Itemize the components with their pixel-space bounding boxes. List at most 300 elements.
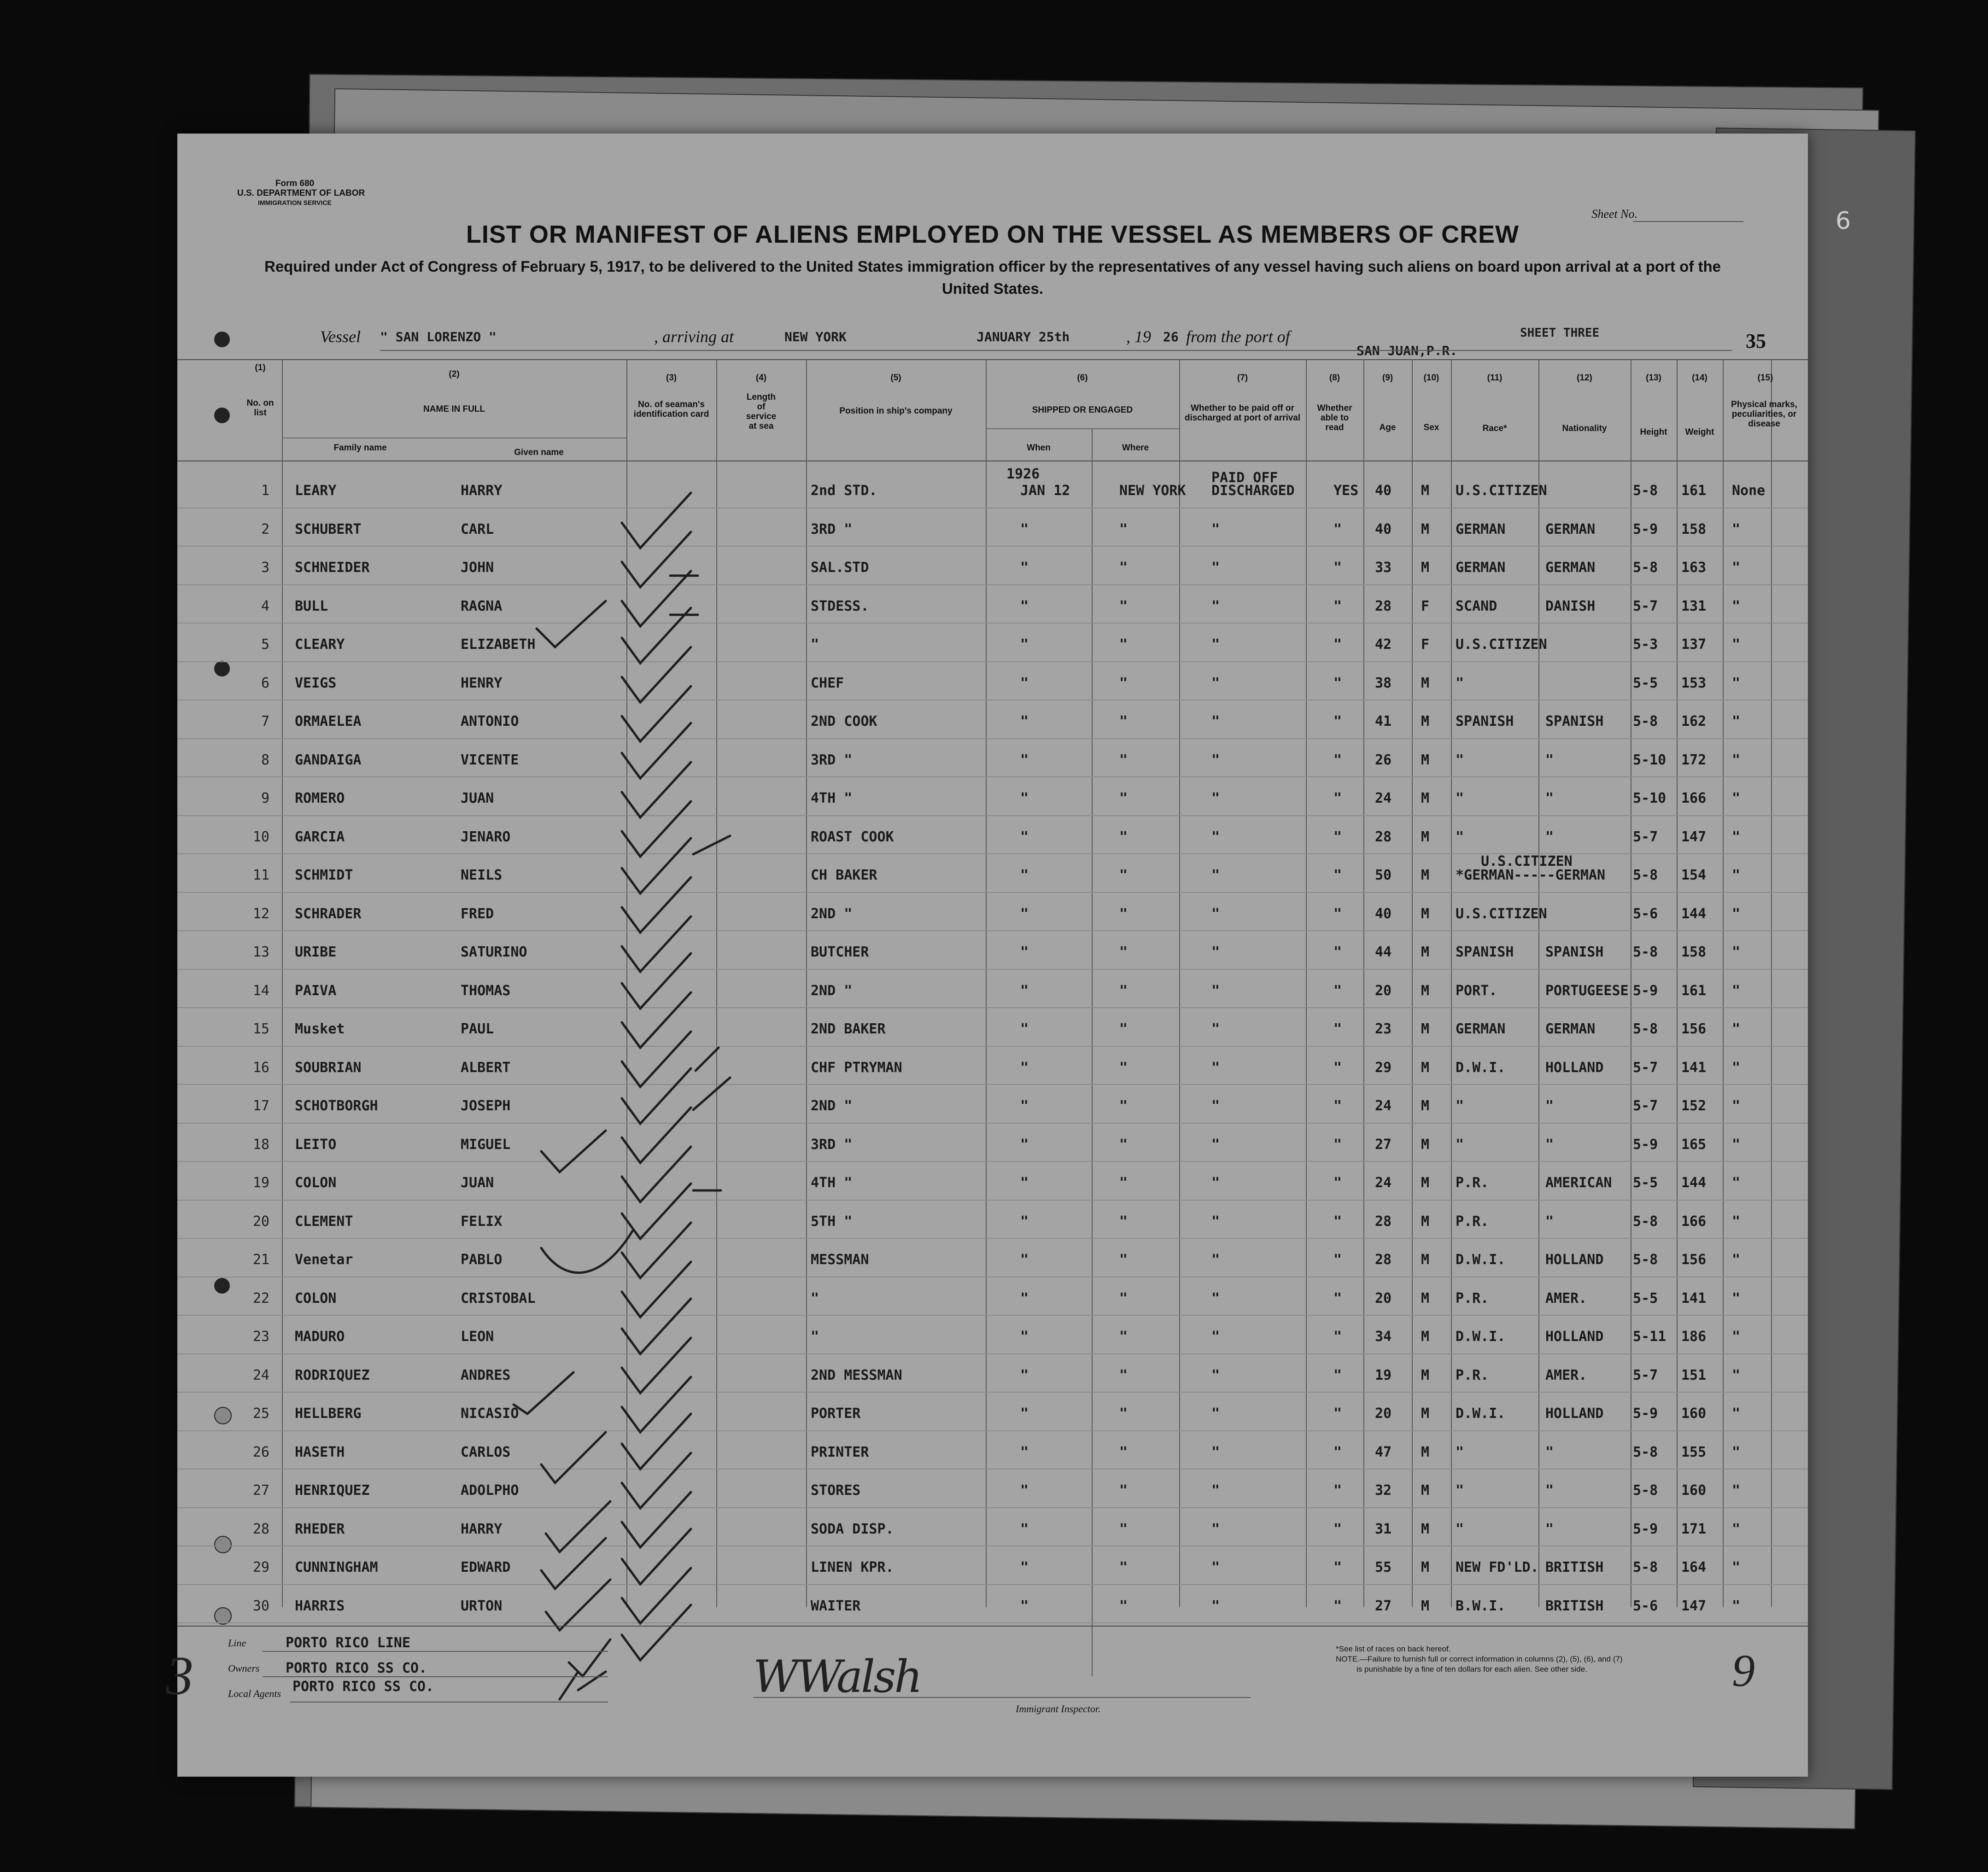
- position: SODA DISP.: [811, 1521, 894, 1537]
- row-number: 8: [261, 752, 269, 768]
- nationality: ": [1545, 1482, 1554, 1499]
- sex: M: [1421, 1290, 1430, 1306]
- height: 5-7: [1633, 1059, 1658, 1076]
- weight: 144: [1681, 905, 1707, 922]
- race: B.W.I.: [1456, 1598, 1506, 1614]
- shipped-when: ": [1020, 828, 1029, 845]
- weight: 164: [1681, 1559, 1707, 1575]
- given-name: FELIX: [461, 1213, 503, 1230]
- family-name: SCHUBERT: [295, 521, 362, 537]
- row-number: 11: [252, 867, 269, 883]
- able-to-read: ": [1333, 1290, 1342, 1306]
- height: 5-3: [1633, 636, 1658, 653]
- shipped-where: ": [1119, 598, 1128, 614]
- weight: 161: [1681, 483, 1707, 499]
- paid-off: ": [1211, 1521, 1220, 1537]
- race: U.S.CITIZEN: [1456, 483, 1547, 499]
- physical-marks: ": [1732, 828, 1741, 845]
- able-to-read: ": [1333, 752, 1342, 768]
- sex: M: [1421, 905, 1430, 922]
- shipped-when: ": [1020, 1021, 1029, 1037]
- position: ": [811, 1329, 819, 1345]
- nationality: ": [1545, 1098, 1554, 1114]
- nationality: GERMAN: [1545, 1021, 1596, 1037]
- physical-marks: ": [1732, 1559, 1741, 1575]
- nationality: BRITISH: [1545, 1598, 1604, 1614]
- shipped-where: ": [1119, 1521, 1128, 1537]
- physical-marks: ": [1732, 521, 1741, 537]
- col14-number: (14): [1692, 373, 1707, 383]
- sex: M: [1421, 675, 1430, 691]
- weight: 147: [1681, 1598, 1707, 1614]
- height: 5-8: [1633, 560, 1658, 576]
- physical-marks: None: [1732, 483, 1766, 499]
- paid-off: ": [1211, 1559, 1220, 1575]
- sex: M: [1421, 1405, 1430, 1422]
- given-name: CARLOS: [461, 1444, 511, 1460]
- given-name: URTON: [461, 1598, 503, 1614]
- age: 32: [1375, 1482, 1392, 1499]
- shipped-where: ": [1119, 1482, 1128, 1499]
- paid-off: ": [1211, 867, 1220, 883]
- height: 5-6: [1633, 905, 1658, 922]
- given-name: CRISTOBAL: [461, 1290, 536, 1306]
- sex: F: [1421, 598, 1430, 614]
- paid-off: ": [1211, 1482, 1220, 1499]
- row-number: 3: [261, 560, 269, 576]
- shipped-when: ": [1020, 790, 1029, 806]
- paid-off: ": [1211, 1136, 1220, 1153]
- family-name-header: Family name: [333, 443, 387, 453]
- given-name: ELIZABETH: [461, 636, 536, 653]
- physical-marks: ": [1732, 636, 1741, 653]
- weight: 154: [1681, 867, 1707, 883]
- position: MESSMAN: [811, 1252, 869, 1268]
- row-number: 13: [252, 944, 269, 960]
- age: 55: [1375, 1559, 1392, 1575]
- race: D.W.I.: [1456, 1059, 1506, 1076]
- document-subtitle: Required under Act of Congress of February 5, 1917, to be delivered to the United States immigration officer by the representatives of any vessel having such aliens on board upon arrival at a port of the United States.: [264, 258, 1721, 297]
- height: 5-10: [1633, 752, 1666, 768]
- arrival-date: JANUARY 25th: [976, 329, 1070, 344]
- physical-marks: ": [1732, 982, 1741, 999]
- form-number: Form 680: [275, 179, 315, 188]
- sex: M: [1421, 1098, 1430, 1114]
- check-mark: [696, 1048, 719, 1071]
- family-name: SCHRADER: [295, 905, 362, 922]
- col4-header: Length of service at sea: [746, 392, 777, 431]
- race: P.R.: [1456, 1213, 1489, 1230]
- sex: M: [1421, 752, 1430, 768]
- able-to-read: ": [1333, 828, 1342, 845]
- able-to-read: ": [1333, 1252, 1342, 1268]
- age: 27: [1375, 1136, 1392, 1153]
- paid-off: ": [1211, 905, 1220, 922]
- nationality: AMER.: [1545, 1367, 1587, 1383]
- penalty-note-continued: is punishable by a fine of ten dollars for each alien. See other side.: [1357, 1665, 1587, 1674]
- weight: 137: [1681, 636, 1707, 653]
- height: 5-8: [1633, 1021, 1658, 1037]
- nationality: GERMAN: [1545, 521, 1596, 537]
- inspector-signature: WWalsh: [753, 1651, 921, 1703]
- sex: M: [1421, 1598, 1430, 1614]
- position: 2ND MESSMAN: [811, 1367, 902, 1383]
- weight: 158: [1681, 521, 1707, 537]
- shipped-when: ": [1020, 675, 1029, 691]
- shipped-where: ": [1119, 1175, 1128, 1191]
- row-number: 10: [252, 828, 269, 845]
- able-to-read: ": [1333, 521, 1342, 537]
- weight: 172: [1681, 752, 1707, 768]
- family-name: PAIVA: [295, 982, 337, 999]
- row-number: 18: [252, 1136, 269, 1153]
- family-name: COLON: [295, 1290, 337, 1306]
- shipped-where: ": [1119, 1559, 1128, 1575]
- col7-header: Whether to be paid off or discharged at port of arrival: [1184, 403, 1301, 423]
- check-mark: [541, 1538, 606, 1589]
- race: U.S.CITIZEN: [1456, 636, 1547, 653]
- height: 5-8: [1633, 867, 1658, 883]
- sex: M: [1421, 521, 1430, 537]
- family-name: Musket: [295, 1021, 345, 1037]
- age: 24: [1375, 790, 1392, 806]
- shipped-when: ": [1020, 1367, 1029, 1383]
- col6-header: SHIPPED OR ENGAGED: [1032, 405, 1133, 415]
- shipped-where: ": [1119, 675, 1128, 691]
- race: ": [1456, 828, 1464, 845]
- position: ": [811, 1290, 819, 1306]
- physical-marks: ": [1732, 944, 1741, 960]
- able-to-read: ": [1333, 1482, 1342, 1499]
- race: D.W.I.: [1456, 1405, 1506, 1422]
- arriving-label: , arriving at: [654, 327, 734, 346]
- physical-marks: ": [1732, 713, 1741, 729]
- paid-off: ": [1211, 752, 1220, 768]
- given-name: RAGNA: [461, 598, 503, 614]
- able-to-read: ": [1333, 1021, 1342, 1037]
- race: ": [1456, 1444, 1464, 1460]
- able-to-read: ": [1333, 713, 1342, 729]
- shipped-when: ": [1020, 752, 1029, 768]
- race: GERMAN: [1456, 560, 1506, 576]
- sex: M: [1421, 1136, 1430, 1153]
- given-name: ANDRES: [461, 1367, 511, 1383]
- family-name: RHEDER: [295, 1521, 345, 1537]
- paid-off-top: PAID OFF: [1211, 470, 1278, 486]
- line-label: Line: [228, 1637, 246, 1649]
- nationality: HOLLAND: [1545, 1405, 1604, 1422]
- age: 24: [1375, 1098, 1392, 1114]
- year-suffix: 26: [1163, 329, 1179, 344]
- nationality: ": [1545, 1136, 1554, 1153]
- physical-marks: ": [1732, 1059, 1741, 1076]
- sex: M: [1421, 1213, 1430, 1230]
- age: 44: [1375, 944, 1392, 960]
- row-number: 23: [252, 1329, 269, 1345]
- position: 3RD ": [811, 752, 853, 768]
- race: SPANISH: [1456, 713, 1514, 729]
- age: 28: [1375, 1252, 1392, 1268]
- shipped-when: ": [1020, 1482, 1029, 1499]
- family-name: ORMAELEA: [295, 713, 362, 729]
- row-number: 24: [252, 1367, 269, 1383]
- family-name: SOUBRIAN: [295, 1059, 362, 1076]
- family-name: LEITO: [295, 1136, 337, 1153]
- height: 5-8: [1633, 944, 1658, 960]
- family-name: HARRIS: [295, 1598, 345, 1614]
- given-name: JUAN: [461, 790, 494, 806]
- height: 5-9: [1633, 1405, 1658, 1422]
- row-number: 7: [261, 713, 269, 729]
- physical-marks: ": [1732, 1329, 1741, 1345]
- shipped-where: ": [1119, 1252, 1128, 1268]
- race: PORT.: [1456, 982, 1497, 999]
- family-name: GARCIA: [295, 828, 345, 845]
- position: 2ND ": [811, 982, 853, 999]
- row-number: 30: [252, 1598, 269, 1614]
- col11-header: Race*: [1482, 424, 1507, 433]
- row-number: 1: [261, 483, 269, 499]
- family-name: URIBE: [295, 944, 337, 960]
- paid-off: ": [1211, 1405, 1220, 1422]
- race: P.R.: [1456, 1367, 1489, 1383]
- age: 19: [1375, 1367, 1392, 1383]
- paid-off: ": [1211, 598, 1220, 614]
- from-port-label: from the port of: [1186, 327, 1290, 346]
- shipped-where: ": [1119, 905, 1128, 922]
- shipped-where: ": [1119, 790, 1128, 806]
- shipped-when: ": [1020, 1175, 1029, 1191]
- nationality: ": [1545, 752, 1554, 768]
- physical-marks: ": [1732, 790, 1741, 806]
- col15-header: Physical marks, peculiarities, or disease: [1731, 400, 1797, 429]
- able-to-read: ": [1333, 905, 1342, 922]
- shipped-where: ": [1119, 982, 1128, 999]
- height: 5-8: [1633, 1482, 1658, 1499]
- family-name: CLEMENT: [295, 1213, 353, 1230]
- agents-underline: [290, 1702, 608, 1703]
- physical-marks: ": [1732, 1021, 1741, 1037]
- shipped-when: ": [1020, 521, 1029, 537]
- physical-marks: ": [1732, 1290, 1741, 1306]
- physical-marks: ": [1732, 1521, 1741, 1537]
- paid-off: ": [1211, 1367, 1220, 1383]
- height: 5-6: [1633, 1598, 1658, 1614]
- family-name: Venetar: [295, 1252, 353, 1268]
- col13-header: Height: [1640, 427, 1667, 437]
- given-name: NEILS: [461, 867, 503, 883]
- height: 5-5: [1633, 675, 1658, 691]
- family-name: BULL: [295, 598, 328, 614]
- age: 40: [1375, 905, 1392, 922]
- col11-number: (11): [1487, 373, 1503, 383]
- sex: M: [1421, 790, 1430, 806]
- physical-marks: ": [1732, 867, 1741, 883]
- able-to-read: ": [1333, 1175, 1342, 1191]
- row-number: 16: [252, 1059, 269, 1076]
- able-to-read: ": [1333, 867, 1342, 883]
- shipped-when: ": [1020, 1252, 1029, 1268]
- sex: M: [1421, 1252, 1430, 1268]
- family-name: GANDAIGA: [295, 752, 362, 768]
- weight: 166: [1681, 1213, 1707, 1230]
- age: 26: [1375, 752, 1392, 768]
- check-mark: [622, 1108, 691, 1163]
- shipped-where: ": [1119, 1405, 1128, 1422]
- col15-number: (15): [1757, 373, 1773, 383]
- nationality: SPANISH: [1545, 713, 1604, 729]
- owners-value: PORTO RICO SS CO.: [286, 1660, 427, 1676]
- row-number: 26: [252, 1444, 269, 1460]
- col3-header: No. of seaman's identification card: [633, 400, 709, 419]
- given-name-header: Given name: [514, 448, 564, 457]
- height: 5-8: [1633, 483, 1658, 499]
- sex: M: [1421, 982, 1430, 999]
- nationality: ": [1545, 1444, 1554, 1460]
- race-correction: U.S.CITIZEN: [1481, 853, 1573, 869]
- shipped-where: ": [1119, 828, 1128, 845]
- document-title: LIST OR MANIFEST OF ALIENS EMPLOYED ON THE VESSEL AS MEMBERS OF CREW: [466, 221, 1520, 248]
- physical-marks: ": [1732, 675, 1741, 691]
- race: D.W.I.: [1456, 1252, 1506, 1268]
- row-number: 20: [252, 1213, 269, 1230]
- age: 47: [1375, 1444, 1392, 1460]
- col3-number: (3): [666, 373, 677, 383]
- able-to-read: ": [1333, 982, 1342, 999]
- footer-rule: [177, 1626, 1808, 1627]
- sex: M: [1421, 713, 1430, 729]
- col2-header: NAME IN FULL: [423, 404, 485, 414]
- height: 5-5: [1633, 1290, 1658, 1306]
- col14-header: Weight: [1685, 427, 1714, 437]
- age: 40: [1375, 483, 1392, 499]
- col2-number: (2): [449, 369, 460, 379]
- row-number: 29: [252, 1559, 269, 1575]
- given-name: HARRY: [461, 1521, 503, 1537]
- year-prefix: , 19: [1126, 327, 1151, 346]
- paid-off: DISCHARGED: [1211, 483, 1295, 499]
- family-name: COLON: [295, 1175, 337, 1191]
- age: 28: [1375, 828, 1392, 845]
- weight: 160: [1681, 1405, 1707, 1422]
- sex: M: [1421, 1367, 1430, 1383]
- height: 5-8: [1633, 1444, 1658, 1460]
- able-to-read: ": [1333, 1405, 1342, 1422]
- shipped-where: ": [1119, 944, 1128, 960]
- paid-off: ": [1211, 1213, 1220, 1230]
- paid-off: ": [1211, 790, 1220, 806]
- position: BUTCHER: [811, 944, 869, 960]
- height: 5-9: [1633, 521, 1658, 537]
- nationality: ": [1545, 828, 1554, 845]
- race: P.R.: [1456, 1290, 1489, 1306]
- sex: M: [1421, 1059, 1430, 1076]
- col1-header: No. on list: [246, 398, 274, 418]
- margin-mark: 6: [1836, 207, 1851, 235]
- sex: M: [1421, 1329, 1430, 1345]
- paid-off: ": [1211, 982, 1220, 999]
- position: ": [811, 636, 819, 653]
- weight: 156: [1681, 1252, 1707, 1268]
- able-to-read: ": [1333, 636, 1342, 653]
- able-to-read: ": [1333, 1559, 1342, 1575]
- family-name: HENRIQUEZ: [295, 1482, 370, 1499]
- row-number: 25: [252, 1405, 269, 1422]
- paid-off: ": [1211, 1444, 1220, 1460]
- sex: M: [1421, 1175, 1430, 1191]
- shipped-when: ": [1020, 598, 1029, 614]
- races-note: *See list of races on back hereof.: [1336, 1645, 1451, 1653]
- row-number: 19: [252, 1175, 269, 1191]
- given-name: JENARO: [461, 828, 511, 845]
- nationality: HOLLAND: [1545, 1252, 1604, 1268]
- position: LINEN KPR.: [811, 1559, 894, 1575]
- able-to-read: ": [1333, 1329, 1342, 1345]
- where-header: Where: [1122, 443, 1149, 453]
- check-mark: [541, 1432, 606, 1483]
- race: ": [1456, 1521, 1464, 1537]
- shipped-when: ": [1020, 905, 1029, 922]
- nationality: ": [1545, 1213, 1554, 1230]
- nationality: GERMAN: [1545, 560, 1596, 576]
- able-to-read: ": [1333, 1059, 1342, 1076]
- weight: 160: [1681, 1482, 1707, 1499]
- shipped-where: ": [1119, 1329, 1128, 1345]
- position: 2ND ": [811, 905, 853, 922]
- handwritten-number: 3: [166, 1645, 193, 1706]
- paid-off: ": [1211, 1329, 1220, 1345]
- sex: M: [1421, 1521, 1430, 1537]
- row-number: 17: [252, 1098, 269, 1114]
- sex: M: [1421, 944, 1430, 960]
- position: CH BAKER: [811, 867, 877, 883]
- manifest-sheet: [166, 134, 1808, 1777]
- age: 40: [1375, 521, 1392, 537]
- physical-marks: ": [1732, 752, 1741, 768]
- position: CHF PTRYMAN: [811, 1059, 902, 1076]
- paid-off: ": [1211, 636, 1220, 653]
- inspector-label: Immigrant Inspector.: [1016, 1703, 1101, 1715]
- age: 28: [1375, 598, 1392, 614]
- physical-marks: ": [1732, 1482, 1741, 1499]
- family-name: SCHOTBORGH: [295, 1098, 378, 1114]
- row-number: 28: [252, 1521, 269, 1537]
- given-name: MIGUEL: [461, 1136, 511, 1153]
- family-name: HELLBERG: [295, 1405, 362, 1422]
- height: 5-10: [1633, 790, 1666, 806]
- shipped-when: JAN 12: [1020, 483, 1070, 499]
- departure-port: SAN JUAN,P.R.: [1357, 343, 1458, 358]
- col4-number: (4): [755, 373, 767, 383]
- shipped-when: ": [1020, 1598, 1029, 1614]
- check-mark: [622, 493, 691, 548]
- row-number: 21: [252, 1252, 269, 1268]
- given-name: CARL: [461, 521, 494, 537]
- race: ": [1456, 790, 1464, 806]
- penalty-note: NOTE.—Failure to furnish full or correct information in columns (2), (5), (6), and (7): [1336, 1655, 1623, 1663]
- family-name: HASETH: [295, 1444, 345, 1460]
- row-number: 6: [261, 675, 269, 691]
- weight: 171: [1681, 1521, 1707, 1537]
- physical-marks: ": [1732, 905, 1741, 922]
- shipped-when: ": [1020, 1405, 1029, 1422]
- age: 29: [1375, 1059, 1392, 1076]
- given-name: LEON: [461, 1329, 494, 1345]
- able-to-read: ": [1333, 1521, 1342, 1537]
- nationality: ": [1545, 790, 1554, 806]
- age: 23: [1375, 1021, 1392, 1037]
- position: SAL.STD: [811, 560, 869, 576]
